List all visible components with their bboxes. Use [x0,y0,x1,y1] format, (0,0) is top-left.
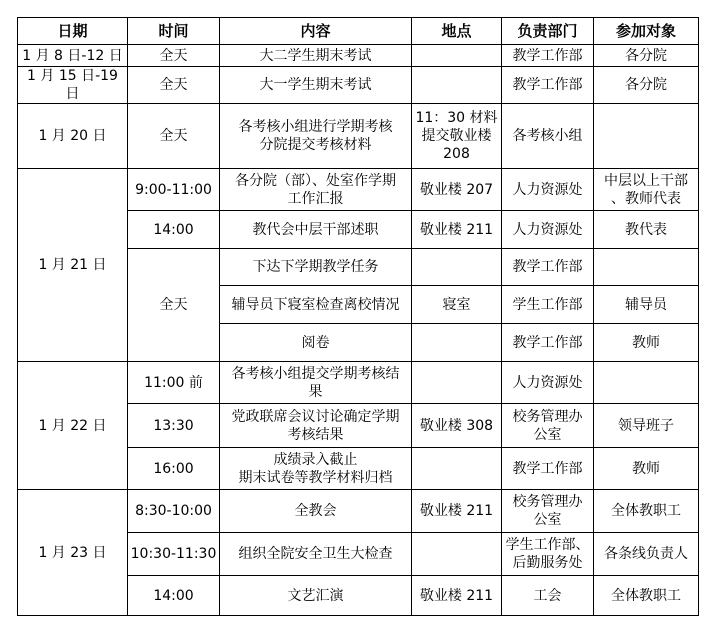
place-cell [412,362,502,404]
header-attendees: 参加对象 [594,18,699,45]
table-row [18,67,699,104]
place-cell [412,67,502,104]
attendees-cell: 辅导员 [594,286,699,324]
place-cell: 敬业楼 211 [412,576,502,616]
content-cell: 大二学生期末考试 [220,45,412,67]
content-cell: 党政联席会议讨论确定学期 考核结果 [220,404,412,448]
dept-cell: 学生工作部、 后勤服务处 [502,533,594,576]
dept-cell: 教学工作部 [502,448,594,490]
content-cell: 各考核小组提交学期考核结 果 [220,362,412,404]
time-cell: 14:00 [128,576,220,616]
dept-cell: 校务管理办 公室 [502,490,594,533]
place-cell: 敬业楼 211 [412,211,502,249]
date-cell: 1 月 21 日 [18,169,128,362]
place-cell [412,448,502,490]
content-cell: 大一学生期末考试 [220,67,412,104]
attendees-cell: 教代表 [594,211,699,249]
content-cell: 下达下学期教学任务 [220,249,412,286]
content-cell: 各分院（部）、处室作学期 工作汇报 [220,169,412,211]
date-cell: 1 月 15 日-19 日 [18,67,128,104]
header-dept: 负责部门 [502,18,594,45]
dept-cell: 人力资源处 [502,362,594,404]
time-cell: 全天 [128,104,220,169]
table-row [18,362,699,404]
time-cell: 8:30-10:00 [128,490,220,533]
attendees-cell: 全体教职工 [594,576,699,616]
date-cell: 1 月 8 日-12 日 [18,45,128,67]
attendees-cell: 教师 [594,448,699,490]
time-cell: 14:00 [128,211,220,249]
place-cell [412,45,502,67]
dept-cell: 人力资源处 [502,169,594,211]
dept-cell: 各考核小组 [502,104,594,169]
time-cell: 11:00 前 [128,362,220,404]
content-cell: 辅导员下寝室检查离校情况 [220,286,412,324]
content-cell: 全教会 [220,490,412,533]
dept-cell: 教学工作部 [502,67,594,104]
attendees-cell [594,249,699,286]
content-cell: 各考核小组进行学期考核 分院提交考核材料 [220,104,412,169]
content-cell: 文艺汇演 [220,576,412,616]
place-cell [412,533,502,576]
place-cell: 敬业楼 207 [412,169,502,211]
place-cell: 寝室 [412,286,502,324]
time-cell: 10:30-11:30 [128,533,220,576]
place-cell: 11：30 材料 提交敬业楼 208 [412,104,502,169]
dept-cell: 学生工作部 [502,286,594,324]
place-cell [412,249,502,286]
table-row [18,104,699,169]
header-time: 时间 [128,18,220,45]
attendees-cell: 各条线负责人 [594,533,699,576]
place-cell [412,324,502,362]
content-cell: 教代会中层干部述职 [220,211,412,249]
schedule-table [17,17,699,616]
attendees-cell: 领导班子 [594,404,699,448]
place-cell: 敬业楼 308 [412,404,502,448]
time-cell: 13:30 [128,404,220,448]
attendees-cell: 教师 [594,324,699,362]
attendees-cell [594,362,699,404]
attendees-cell: 各分院 [594,67,699,104]
attendees-cell: 各分院 [594,45,699,67]
attendees-cell: 全体教职工 [594,490,699,533]
place-cell: 敬业楼 211 [412,490,502,533]
attendees-cell [594,104,699,169]
time-cell: 9:00-11:00 [128,169,220,211]
time-cell: 全天 [128,249,220,362]
header-place: 地点 [412,18,502,45]
header-content: 内容 [220,18,412,45]
content-cell: 阅卷 [220,324,412,362]
dept-cell: 人力资源处 [502,211,594,249]
date-cell: 1 月 23 日 [18,490,128,616]
table-row [18,45,699,67]
time-cell: 16:00 [128,448,220,490]
dept-cell: 教学工作部 [502,45,594,67]
date-cell: 1 月 22 日 [18,362,128,490]
dept-cell: 教学工作部 [502,249,594,286]
dept-cell: 校务管理办 公室 [502,404,594,448]
dept-cell: 教学工作部 [502,324,594,362]
content-cell: 成绩录入截止 期末试卷等教学材料归档 [220,448,412,490]
dept-cell: 工会 [502,576,594,616]
header-row [18,18,699,45]
time-cell: 全天 [128,45,220,67]
table-row [18,490,699,533]
attendees-cell: 中层以上干部 、教师代表 [594,169,699,211]
date-cell: 1 月 20 日 [18,104,128,169]
content-cell: 组织全院安全卫生大检查 [220,533,412,576]
time-cell: 全天 [128,67,220,104]
table-row [18,169,699,211]
header-date: 日期 [18,18,128,45]
